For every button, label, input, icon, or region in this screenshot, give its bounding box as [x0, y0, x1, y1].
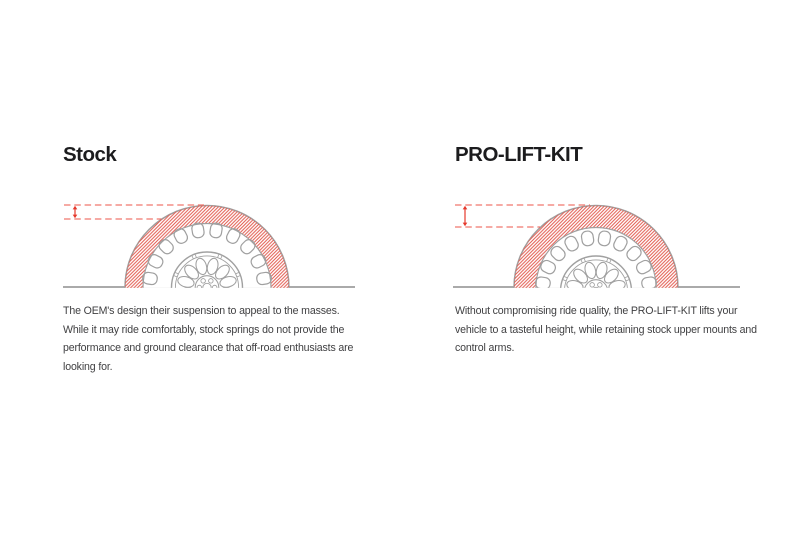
stock-description: The OEM's design their suspension to appeal to the masses. While it may ride comfortably, stock springs do not provide the performance and ground clearance that off-road enthusiasts are looking for.	[63, 305, 354, 373]
pro-lift-kit-suspension-diagram	[447, 190, 767, 300]
pro-lift-kit-description: Without compromising ride quality, the PRO-LIFT-KIT lifts your vehicle to a tasteful height, while retaining stock upper mounts and control arms.	[455, 305, 757, 355]
pro-lift-kit-heading: PRO-LIFT-KIT	[455, 143, 583, 166]
stock-suspension-diagram	[55, 190, 375, 300]
panel-stock	[63, 0, 403, 534]
stock-heading: Stock	[63, 143, 117, 166]
panel-pro-lift-kit	[455, 0, 795, 534]
